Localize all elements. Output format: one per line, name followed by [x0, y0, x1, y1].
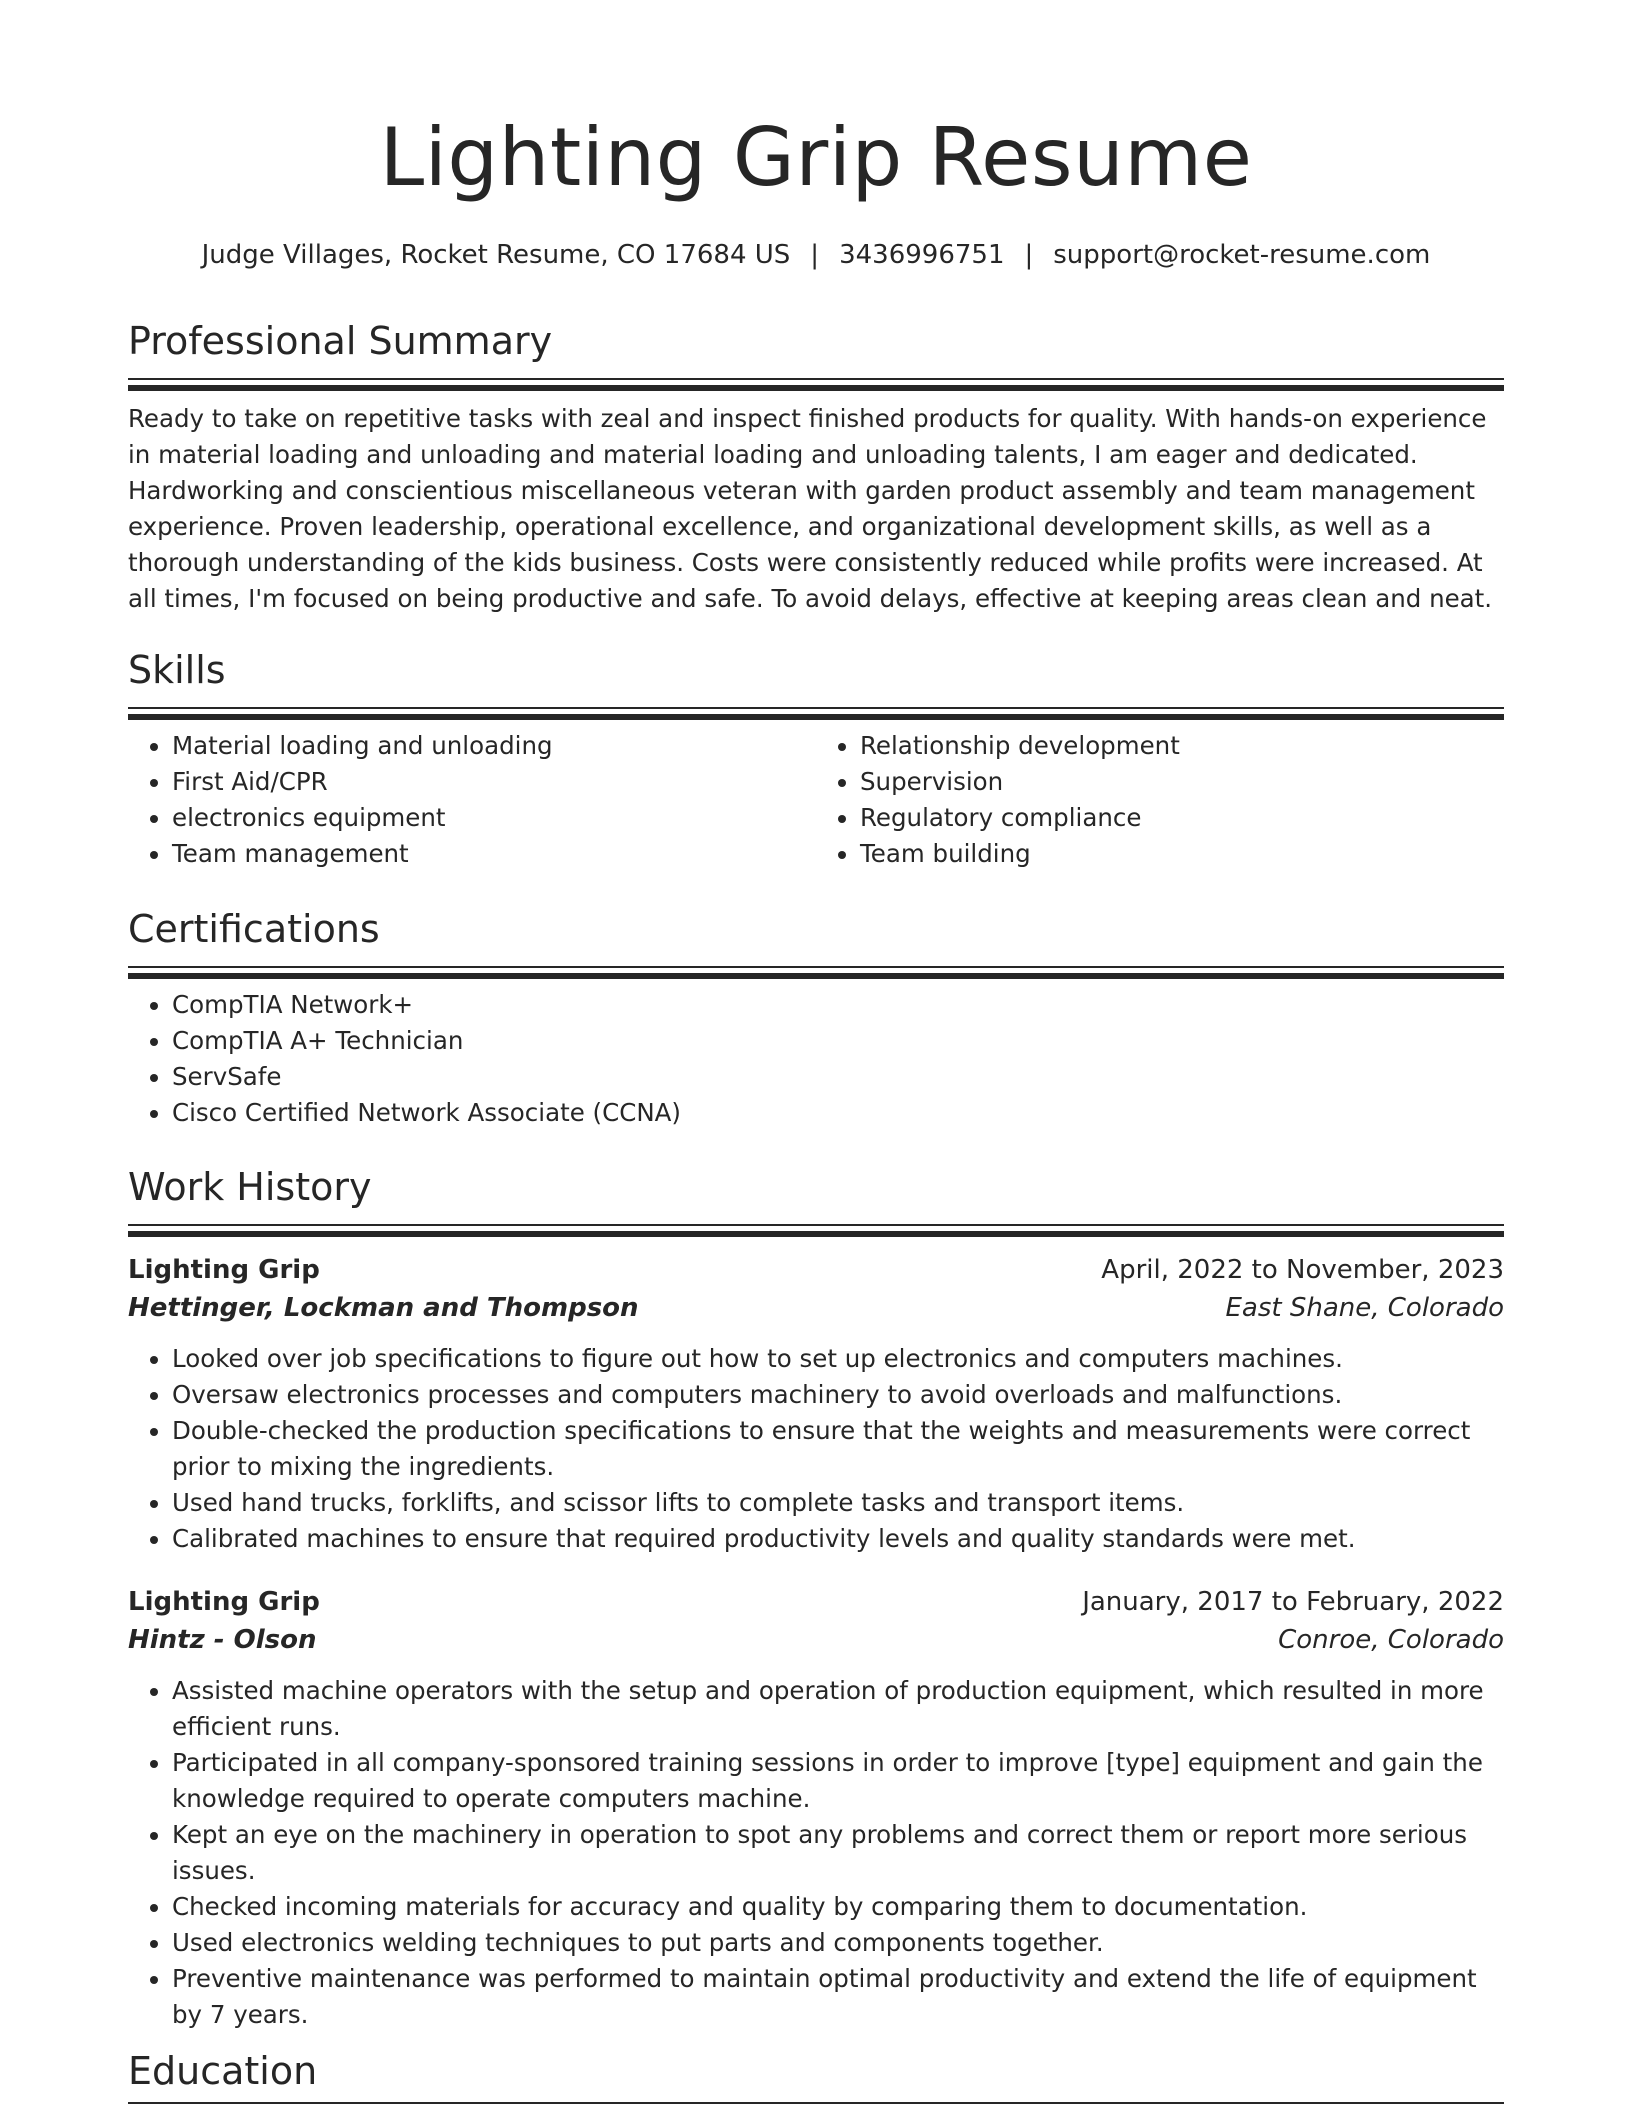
- skill-item: • First Aid/CPR: [172, 764, 816, 800]
- job-company-row: [128, 1289, 1504, 1327]
- skill-item: • Relationship development: [860, 728, 1504, 764]
- contact-phone: 3436996751: [839, 240, 1005, 270]
- job-location: East Shane, Colorado: [1225, 1293, 1504, 1323]
- certification-item: • ServSafe: [172, 1059, 1504, 1095]
- job-bullet: • Preventive maintenance was performed to maintain optimal productivity and extend the life of equipment by 7 years.: [172, 1961, 1504, 2033]
- job-title: Lighting Grip: [128, 1587, 320, 1617]
- job-title: Lighting Grip: [128, 1255, 320, 1285]
- contact-separator: |: [810, 240, 820, 270]
- job-company-row: [128, 1621, 1504, 1659]
- job-header-row: [128, 1583, 1504, 1621]
- job-company: Hettinger, Lockman and Thompson: [128, 1293, 639, 1323]
- job-entry: [128, 1251, 1504, 1557]
- job-bullet: • Participated in all company-sponsored training sessions in order to improve [type] equipment and gain the knowledge required to operate computers machine.: [172, 1745, 1504, 1817]
- job-bullet: • Double-checked the production specifications to ensure that the weights and measurements were correct prior to mixing the ingredients.: [172, 1413, 1504, 1485]
- summary-heading: Professional Summary: [128, 319, 553, 363]
- job-bullet: • Assisted machine operators with the setup and operation of production equipment, which resulted in more efficient runs.: [172, 1673, 1504, 1745]
- skill-item: • Regulatory compliance: [860, 800, 1504, 836]
- certifications-heading: Certifications: [128, 907, 380, 951]
- certifications-list: [128, 987, 1504, 1131]
- certification-item: • Cisco Certified Network Associate (CCNA): [172, 1095, 1504, 1131]
- education-section: [128, 2046, 1504, 2104]
- skill-item: • Team management: [172, 836, 816, 872]
- job-bullet: • Oversaw electronics processes and computers machinery to avoid overloads and malfunctions.: [172, 1377, 1504, 1413]
- skills-heading: Skills: [128, 648, 226, 692]
- certification-item: • CompTIA Network+: [172, 987, 1504, 1023]
- skills-right-list: [816, 728, 1504, 872]
- skills-left-list: [128, 728, 816, 872]
- section-divider: [128, 1224, 1504, 1237]
- skills-columns: [128, 728, 1504, 872]
- certification-item: • CompTIA A+ Technician: [172, 1023, 1504, 1059]
- work-history-section: [128, 1162, 1504, 2033]
- contact-separator: |: [1024, 240, 1034, 270]
- summary-text: Ready to take on repetitive tasks with zeal and inspect finished products for quality. With hands-on experience in material loading and unloading and material loading and unloading talents, I am eager and dedicated. Hardworking and conscientious miscellaneous veteran with garden product assembly and team management experience. Proven leadership, operational excellence, and organizational development skills, as well as a thorough understanding of the kids business. Costs were consistently reduced while profits were increased. At all times, I'm focused on being productive and safe. To avoid delays, effective at keeping areas clean and neat.: [128, 404, 1493, 613]
- job-dates: April, 2022 to November, 2023: [1101, 1255, 1504, 1285]
- job-bullets: [128, 1341, 1504, 1557]
- education-heading: Education: [128, 2049, 318, 2093]
- job-location: Conroe, Colorado: [1278, 1625, 1504, 1655]
- job-bullets: [128, 1673, 1504, 2033]
- skill-item: • electronics equipment: [172, 800, 816, 836]
- job-company: Hintz - Olson: [128, 1625, 317, 1655]
- contact-line: [128, 240, 1504, 270]
- job-entry: [128, 1583, 1504, 2033]
- work-history-heading: Work History: [128, 1165, 372, 1209]
- contact-email[interactable]: support@rocket-resume.com: [1053, 240, 1431, 270]
- certifications-section: [128, 904, 1504, 1131]
- job-bullet: • Looked over job specifications to figure out how to set up electronics and computers machines.: [172, 1341, 1504, 1377]
- summary-section: [128, 316, 1504, 617]
- job-dates: January, 2017 to February, 2022: [1082, 1587, 1504, 1617]
- job-bullet: • Kept an eye on the machinery in operation to spot any problems and correct them or report more serious issues.: [172, 1817, 1504, 1889]
- skills-section: [128, 645, 1504, 872]
- resume-title: Lighting Grip Resume: [379, 111, 1253, 204]
- section-divider: [128, 378, 1504, 391]
- skill-item: • Material loading and unloading: [172, 728, 816, 764]
- job-header-row: [128, 1251, 1504, 1289]
- contact-address: Judge Villages, Rocket Resume, CO 17684 US: [201, 240, 791, 270]
- section-divider: [128, 2102, 1504, 2104]
- skill-item: • Team building: [860, 836, 1504, 872]
- job-bullet: • Calibrated machines to ensure that required productivity levels and quality standards were met.: [172, 1521, 1504, 1557]
- section-divider: [128, 707, 1504, 720]
- section-divider: [128, 966, 1504, 979]
- job-bullet: • Used hand trucks, forklifts, and scissor lifts to complete tasks and transport items.: [172, 1485, 1504, 1521]
- job-bullet: • Checked incoming materials for accuracy and quality by comparing them to documentation.: [172, 1889, 1504, 1925]
- skill-item: • Supervision: [860, 764, 1504, 800]
- job-bullet: • Used electronics welding techniques to put parts and components together.: [172, 1925, 1504, 1961]
